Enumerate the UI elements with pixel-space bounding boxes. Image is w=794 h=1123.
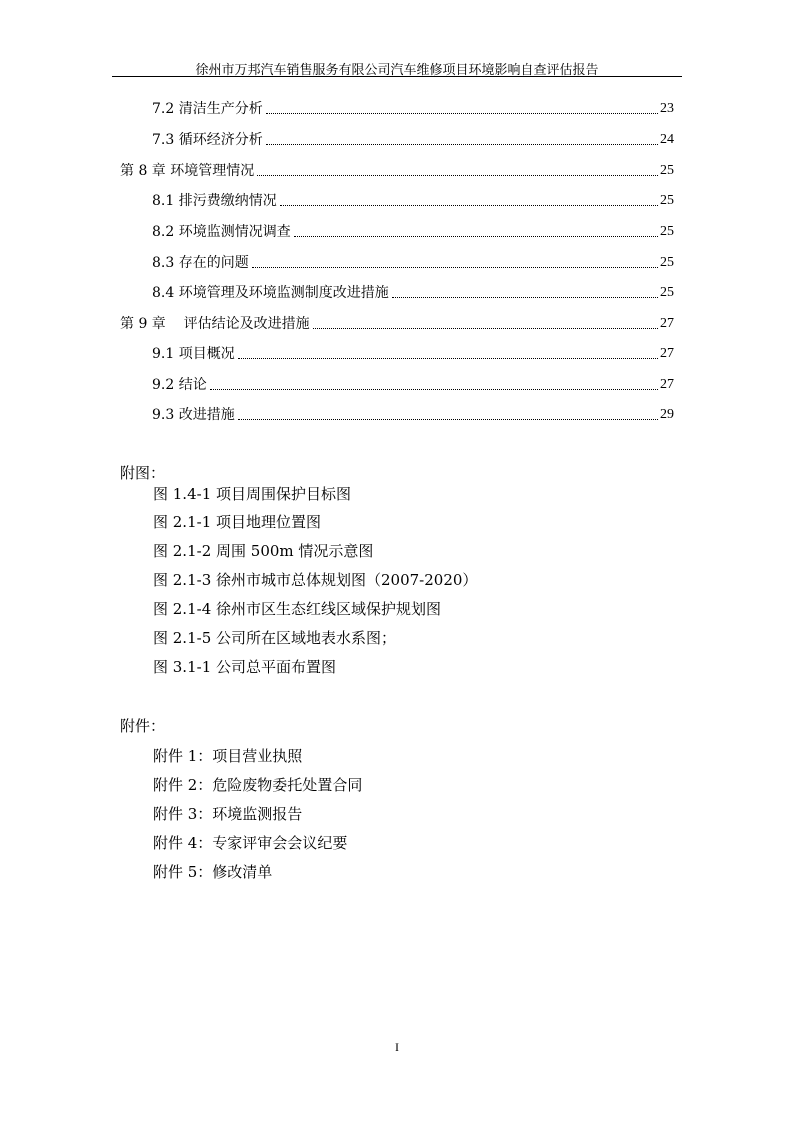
toc-entry-8-4[interactable] bbox=[152, 283, 674, 303]
toc-entry-8-2[interactable] bbox=[152, 222, 674, 242]
toc-entry-label: 7.2 清洁生产分析 bbox=[152, 101, 263, 117]
attachment-item: 附件 2：危险废物委托处置合同 bbox=[153, 776, 363, 794]
toc-leader-dots bbox=[238, 358, 658, 359]
toc-entry-chapter-9[interactable] bbox=[120, 314, 674, 334]
attachment-item: 附件 4：专家评审会会议纪要 bbox=[153, 834, 348, 852]
toc-entry-page: 27 bbox=[660, 377, 674, 392]
figure-item: 图 2.1-1 项目地理位置图 bbox=[153, 513, 322, 531]
figure-item: 图 2.1-4 徐州市区生态红线区域保护规划图 bbox=[153, 600, 442, 618]
attachment-item: 附件 1：项目营业执照 bbox=[153, 747, 303, 765]
figure-item: 图 2.1-2 周围 500m 情况示意图 bbox=[153, 542, 374, 560]
toc-entry-label: 第 9 章 评估结论及改进措施 bbox=[120, 316, 310, 332]
figure-item: 图 1.4-1 项目周围保护目标图 bbox=[153, 485, 352, 503]
toc-entry-label: 8.2 环境监测情况调查 bbox=[152, 224, 291, 240]
toc-entry-label: 8.4 环境管理及环境监测制度改进措施 bbox=[152, 285, 389, 301]
toc-leader-dots bbox=[392, 297, 658, 298]
toc-entry-7-3[interactable] bbox=[152, 130, 674, 150]
toc-entry-label: 7.3 循环经济分析 bbox=[152, 132, 263, 148]
toc-entry-page: 23 bbox=[660, 101, 674, 116]
toc-leader-dots bbox=[266, 113, 658, 114]
toc-entry-9-3[interactable] bbox=[152, 405, 674, 425]
toc-entry-page: 25 bbox=[660, 193, 674, 208]
figure-item: 图 2.1-5 公司所在区域地表水系图； bbox=[153, 629, 397, 647]
toc-leader-dots bbox=[313, 328, 658, 329]
toc-leader-dots bbox=[252, 267, 658, 268]
toc-entry-page: 24 bbox=[660, 132, 674, 147]
attachment-item: 附件 5：修改清单 bbox=[153, 863, 273, 881]
toc-entry-9-2[interactable] bbox=[152, 375, 674, 395]
toc-entry-page: 27 bbox=[660, 316, 674, 331]
attachment-item: 附件 3：环境监测报告 bbox=[153, 805, 303, 823]
page-number: I bbox=[395, 1040, 399, 1054]
toc-entry-label: 8.1 排污费缴纳情况 bbox=[152, 193, 277, 209]
toc-leader-dots bbox=[266, 144, 658, 145]
toc-entry-label: 8.3 存在的问题 bbox=[152, 255, 249, 271]
header-rule bbox=[112, 76, 682, 77]
toc-entry-7-2[interactable] bbox=[152, 99, 674, 119]
toc-entry-label: 9.1 项目概况 bbox=[152, 346, 235, 362]
toc-leader-dots bbox=[257, 175, 658, 176]
toc-entry-8-3[interactable] bbox=[152, 253, 674, 273]
toc-entry-page: 25 bbox=[660, 255, 674, 270]
toc-entry-page: 25 bbox=[660, 285, 674, 300]
attachments-title: 附件： bbox=[120, 717, 166, 735]
toc-entry-label: 9.3 改进措施 bbox=[152, 407, 235, 423]
toc-entry-label: 9.2 结论 bbox=[152, 377, 207, 393]
toc-entry-page: 25 bbox=[660, 224, 674, 239]
toc-leader-dots bbox=[238, 419, 658, 420]
toc-leader-dots bbox=[294, 236, 658, 237]
toc-entry-page: 25 bbox=[660, 163, 674, 178]
toc-leader-dots bbox=[210, 389, 658, 390]
toc-entry-8-1[interactable] bbox=[152, 191, 674, 211]
toc-leader-dots bbox=[280, 205, 658, 206]
toc-entry-page: 27 bbox=[660, 346, 674, 361]
toc-entry-page: 29 bbox=[660, 407, 674, 422]
toc-entry-chapter-8[interactable] bbox=[120, 161, 674, 181]
figure-item: 图 2.1-3 徐州市城市总体规划图（2007-2020） bbox=[153, 571, 478, 589]
toc-entry-label: 第 8 章 环境管理情况 bbox=[120, 163, 255, 179]
figure-item: 图 3.1-1 公司总平面布置图 bbox=[153, 658, 337, 676]
toc-entry-9-1[interactable] bbox=[152, 344, 674, 364]
header-title: 徐州市万邦汽车销售服务有限公司汽车维修项目环境影响自查评估报告 bbox=[195, 63, 599, 78]
figures-title: 附图： bbox=[120, 464, 166, 482]
